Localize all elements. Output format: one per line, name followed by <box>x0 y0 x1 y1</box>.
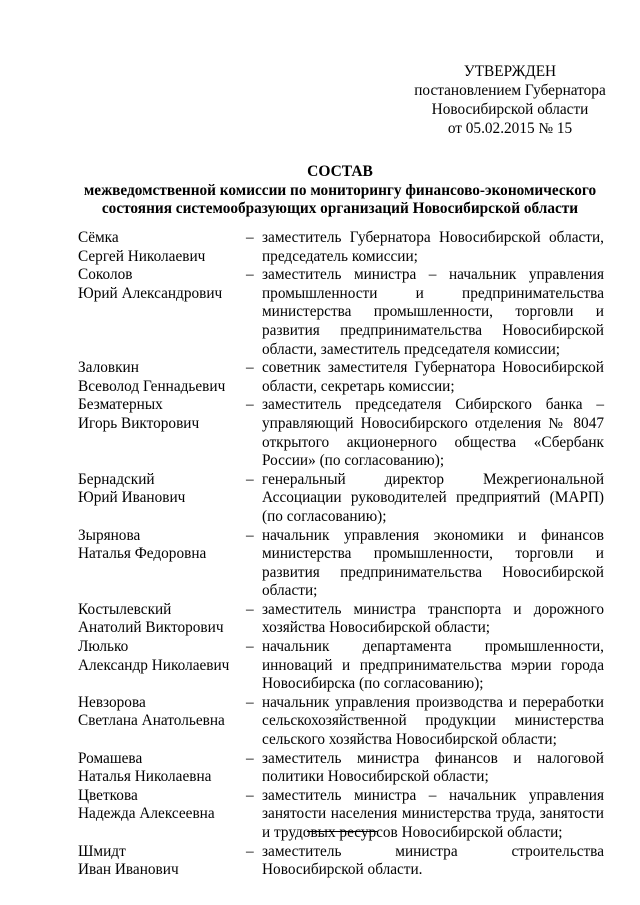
member-dash: – <box>246 396 254 414</box>
member-row <box>78 750 604 787</box>
document-subtitle-line-2: состояния системообразующих организаций Новосибирской области <box>101 200 579 217</box>
member-surname: Невзорова <box>78 693 146 711</box>
member-name <box>78 694 246 750</box>
member-role: заместитель Губернатора Новосибирской области, председатель комиссии; <box>262 229 604 265</box>
member-dash: – <box>246 749 254 767</box>
member-given-name: Наталья Николаевна <box>78 768 212 786</box>
member-dash: – <box>246 526 254 544</box>
member-row <box>78 471 604 527</box>
member-name <box>78 229 246 266</box>
document-subtitle-line-1: межведомственной комиссии по мониторингу финансово-экономического <box>83 181 597 199</box>
member-row <box>78 266 604 359</box>
document-heading <box>60 163 620 219</box>
member-dash: – <box>246 842 254 860</box>
member-row <box>78 527 604 601</box>
member-name <box>78 396 246 470</box>
member-surname: Костылевский <box>78 600 172 618</box>
member-given-name: Наталья Федоровна <box>78 545 207 563</box>
approval-block <box>408 62 612 138</box>
member-row <box>78 787 604 843</box>
document-title: СОСТАВ <box>307 163 373 180</box>
member-name <box>78 638 246 694</box>
member-surname: Безматерных <box>78 396 163 414</box>
member-given-name: Светлана Анатольевна <box>78 712 225 730</box>
member-dash: – <box>246 600 254 618</box>
approval-decree: постановлением Губернатора <box>414 82 606 99</box>
member-role: генеральный директор Межрегиональной Ассоциации руководителей предприятий (МАРП) (по согласованию); <box>262 470 604 525</box>
member-name <box>78 787 246 843</box>
member-dash: – <box>246 470 254 488</box>
member-role: заместитель министра финансов и налоговой политики Новосибирской области; <box>262 749 604 786</box>
member-surname: Люлько <box>78 638 129 656</box>
member-row <box>78 694 604 750</box>
member-role: начальник департамента промышленности, инноваций и предпринимательства мэрии города Новосибирска (по согласованию); <box>262 638 604 693</box>
member-dash: – <box>246 638 254 656</box>
member-name <box>78 601 246 638</box>
member-role: заместитель министра строительства Новосибирской области. <box>262 842 604 879</box>
member-row <box>78 638 604 694</box>
member-name <box>78 471 246 527</box>
member-name <box>78 359 246 396</box>
member-name <box>78 527 246 601</box>
member-given-name: Игорь Викторович <box>78 414 200 432</box>
member-role: заместитель министра – начальник управления занятости населения министерства труда, занятости и трудовых ресурсов Новосибирской области; <box>262 786 604 841</box>
member-given-name: Юрий Александрович <box>78 284 223 302</box>
member-role: начальник управления производства и переработки сельскохозяйственной продукции министерства сельского хозяйства Новосибирской области; <box>262 693 604 749</box>
member-role: советник заместителя Губернатора Новосибирской области, секретарь комиссии; <box>262 359 604 395</box>
approval-date-number: от 05.02.2015 № 15 <box>447 120 573 137</box>
member-surname: Сёмка <box>78 229 119 246</box>
member-role: заместитель министра – начальник управления промышленности и предпринимательства министерства промышленности, торговли и развития предпринимательства Новосибирской области, заместитель председателя комиссии; <box>262 266 604 358</box>
member-dash: – <box>246 693 254 711</box>
member-given-name: Надежда Алексеевна <box>78 805 215 823</box>
member-name <box>78 266 246 359</box>
member-dash: – <box>246 359 254 377</box>
member-dash: – <box>246 786 254 804</box>
member-surname: Ромашева <box>78 749 143 767</box>
member-role: заместитель министра транспорта и дорожного хозяйства Новосибирской области; <box>262 600 604 637</box>
member-given-name: Александр Николаевич <box>78 656 230 674</box>
approval-status: УТВЕРЖДЕН <box>463 63 557 80</box>
member-surname: Зырянова <box>78 526 141 544</box>
member-given-name: Всеволод Геннадьевич <box>78 377 226 395</box>
commission-members-list <box>78 229 604 880</box>
member-surname: Бернадский <box>78 470 155 488</box>
member-name <box>78 750 246 787</box>
member-role: начальник управления экономики и финансов министерства промышленности, торговли и развития предпринимательства Новосибирской области; <box>262 526 604 600</box>
member-role: заместитель председателя Сибирского банка – управляющий Новосибирского отделения № 8047 открытого акционерного общества «Сбербанк России» (по согласованию); <box>262 396 604 470</box>
member-surname: Цветкова <box>78 786 138 804</box>
approval-region: Новосибирской области <box>431 101 589 118</box>
member-row <box>78 359 604 396</box>
member-row <box>78 843 604 880</box>
member-surname: Соколов <box>78 266 133 284</box>
member-given-name: Юрий Иванович <box>78 489 186 507</box>
member-given-name: Сергей Николаевич <box>78 247 206 265</box>
member-surname: Шмидт <box>78 842 126 860</box>
member-row <box>78 396 604 470</box>
end-divider <box>307 831 377 832</box>
member-dash: – <box>246 229 254 246</box>
member-given-name: Анатолий Викторович <box>78 619 224 637</box>
member-name <box>78 843 246 880</box>
member-dash: – <box>246 266 254 284</box>
member-given-name: Иван Иванович <box>78 861 179 879</box>
member-row <box>78 229 604 266</box>
member-row <box>78 601 604 638</box>
member-surname: Заловкин <box>78 359 139 377</box>
